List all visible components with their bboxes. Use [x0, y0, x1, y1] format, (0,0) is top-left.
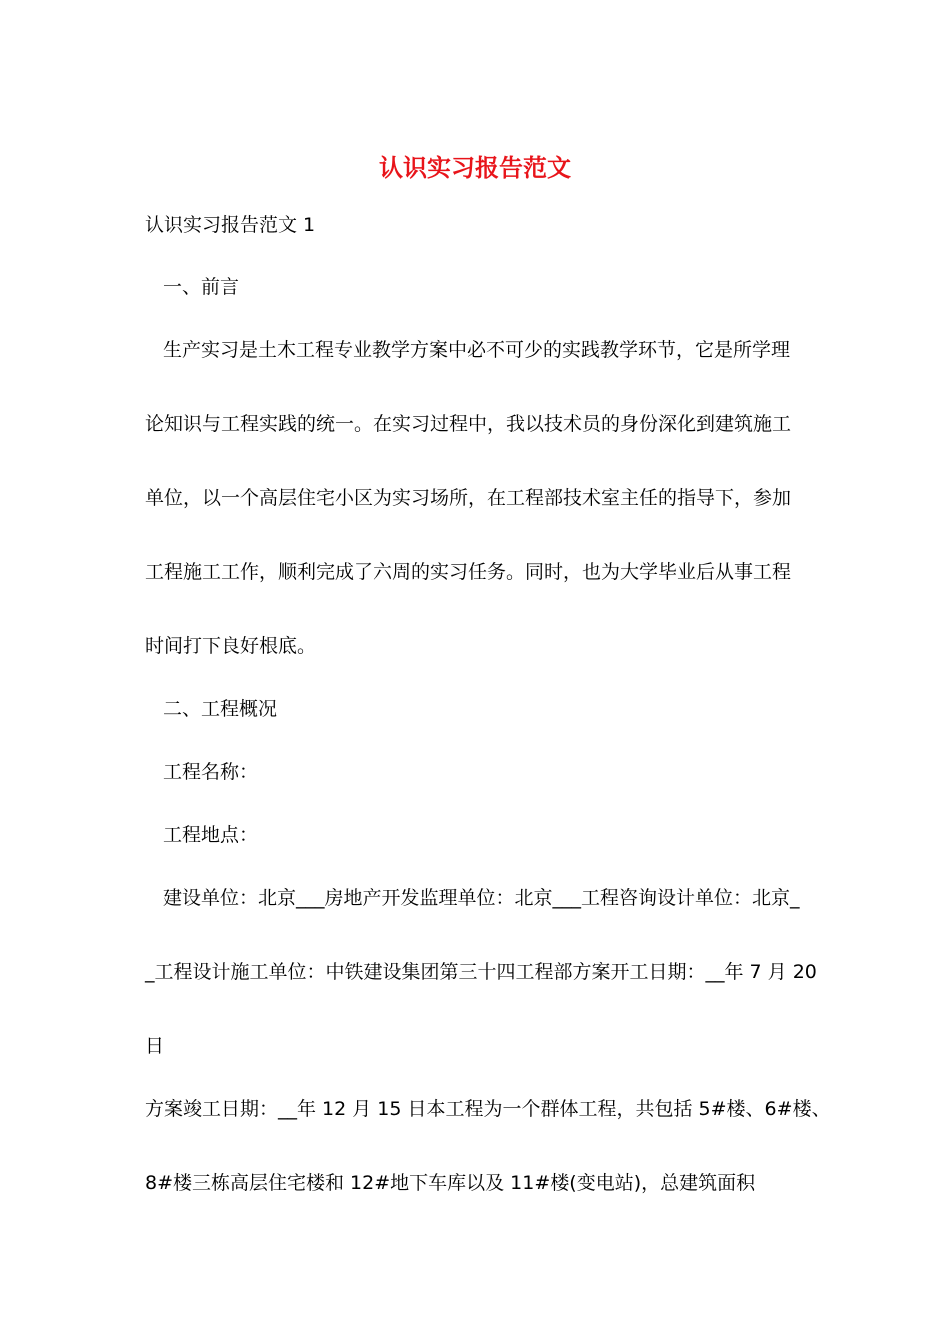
paragraph-line: 8#楼三栋高层住宅楼和 12#地下车库以及 11#楼(变电站)，总建筑面积	[145, 1172, 756, 1194]
paragraph-line: 方案竣工日期：__年 12 月 15 日本工程为一个群体工程，共包括 5#楼、6#楼、	[145, 1098, 831, 1120]
project-name-label: 工程名称：	[163, 761, 259, 783]
paragraph-line: 生产实习是土木工程专业教学方案中必不可少的实践教学环节，它是所学理	[163, 339, 791, 361]
paragraph-line: 单位，以一个高层住宅小区为实习场所，在工程部技术室主任的指导下，参加	[145, 487, 792, 509]
paragraph-line: _工程设计施工单位：中铁建设集团第三十四工程部方案开工日期：__年 7 月 20	[145, 961, 817, 983]
project-location-label: 工程地点：	[163, 824, 259, 846]
document-title: 认识实习报告范文	[379, 153, 571, 182]
document-subtitle: 认识实习报告范文 1	[145, 214, 316, 236]
paragraph-line: 日	[145, 1035, 165, 1057]
paragraph-line: 工程施工工作，顺利完成了六周的实习任务。同时，也为大学毕业后从事工程	[145, 561, 792, 583]
paragraph-line: 建设单位：北京___房地产开发监理单位：北京___工程咨询设计单位：北京_	[163, 887, 800, 909]
paragraph-line: 论知识与工程实践的统一。在实习过程中，我以技术员的身份深化到建筑施工	[145, 413, 792, 435]
paragraph-line: 时间打下良好根底。	[145, 635, 317, 657]
section-heading-overview: 二、工程概况	[163, 698, 278, 720]
section-heading-preface: 一、前言	[163, 276, 240, 298]
